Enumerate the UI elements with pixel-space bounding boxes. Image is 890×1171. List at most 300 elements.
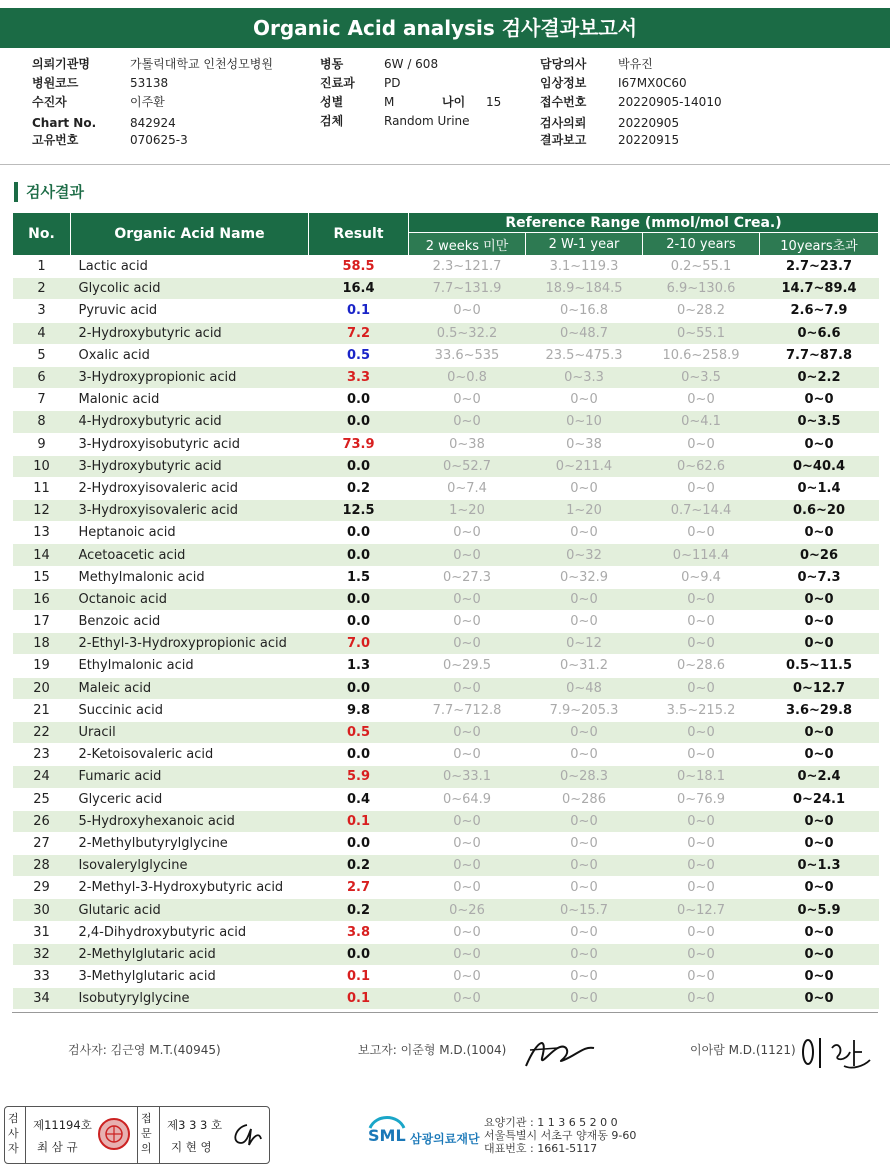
row-no: 22 <box>13 721 71 743</box>
ref-2-10-years: 10.6~258.9 <box>643 344 760 366</box>
result-value: 0.1 <box>309 300 409 322</box>
acid-name: Lactic acid <box>71 256 309 278</box>
result-value: 0.0 <box>309 411 409 433</box>
row-no: 5 <box>13 344 71 366</box>
label-ward: 병동 <box>320 57 344 71</box>
ref-under-2-weeks: 0~64.9 <box>409 788 526 810</box>
footer-line: 요양기관 : 1 1 3 6 5 2 0 0 <box>484 1116 618 1129</box>
label-specimen: 검체 <box>320 114 344 128</box>
table-row <box>13 766 879 788</box>
table-row <box>13 322 879 344</box>
ref-2w-1year: 0~12 <box>526 633 643 655</box>
ref-over-10-years: 0~5.9 <box>760 899 879 921</box>
row-no: 12 <box>13 500 71 522</box>
row-no: 32 <box>13 943 71 965</box>
certification-stamp-box <box>4 1106 270 1164</box>
ref-2-10-years: 0~9.4 <box>643 566 760 588</box>
row-no: 2 <box>13 278 71 300</box>
ref-under-2-weeks: 0~0 <box>409 677 526 699</box>
ref-over-10-years: 0~0 <box>760 721 879 743</box>
stamp-right-no: 제3 3 3 호 <box>167 1118 223 1132</box>
ref-over-10-years: 0~7.3 <box>760 566 879 588</box>
ref-2w-1year: 0~0 <box>526 744 643 766</box>
ref-2-10-years: 0.2~55.1 <box>643 256 760 278</box>
ref-under-2-weeks: 0~33.1 <box>409 766 526 788</box>
row-no: 33 <box>13 966 71 988</box>
ref-over-10-years: 2.7~23.7 <box>760 256 879 278</box>
reporter-signature-label: 보고자: 이준형 M.D.(1004) <box>358 1043 507 1057</box>
table-row <box>13 389 879 411</box>
ref-under-2-weeks: 0~27.3 <box>409 566 526 588</box>
signature-icon <box>227 1119 265 1151</box>
value-institution: 가톨릭대학교 인천성모병원 <box>130 57 273 71</box>
ref-under-2-weeks: 0~52.7 <box>409 455 526 477</box>
ref-2w-1year: 0~15.7 <box>526 899 643 921</box>
section-title: 검사결과 <box>14 182 84 202</box>
ref-over-10-years: 0~0 <box>760 389 879 411</box>
ref-over-10-years: 0~6.6 <box>760 322 879 344</box>
acid-name: 4-Hydroxybutyric acid <box>71 411 309 433</box>
acid-name: Ethylmalonic acid <box>71 655 309 677</box>
label-clinical-info: 임상정보 <box>540 76 587 90</box>
result-value: 0.0 <box>309 832 409 854</box>
header-name: Organic Acid Name <box>71 213 309 256</box>
footer-info <box>484 1116 636 1155</box>
table-row <box>13 921 879 943</box>
ref-2-10-years: 0~0 <box>643 877 760 899</box>
ref-2-10-years: 0~0 <box>643 921 760 943</box>
ref-under-2-weeks: 7.7~131.9 <box>409 278 526 300</box>
ref-under-2-weeks: 0~7.4 <box>409 477 526 499</box>
ref-2w-1year: 0~16.8 <box>526 300 643 322</box>
result-value: 1.3 <box>309 655 409 677</box>
value-department: PD <box>384 76 401 90</box>
table-row <box>13 877 879 899</box>
stamp-right-name: 지 현 영 <box>171 1140 212 1154</box>
row-no: 1 <box>13 256 71 278</box>
ref-over-10-years: 0~0 <box>760 433 879 455</box>
acid-name: 2-Hydroxyisovaleric acid <box>71 477 309 499</box>
ref-2-10-years: 0~0 <box>643 832 760 854</box>
ref-2-10-years: 0~0 <box>643 633 760 655</box>
ref-2-10-years: 0~0 <box>643 588 760 610</box>
acid-name: 2-Methylglutaric acid <box>71 943 309 965</box>
ref-2-10-years: 0~0 <box>643 677 760 699</box>
value-request-date: 20220905 <box>618 116 680 130</box>
ref-over-10-years: 0~0 <box>760 611 879 633</box>
tester-signature-label: 검사자: 김근영 M.T.(40945) <box>68 1043 221 1057</box>
ref-2-10-years: 0~0 <box>643 522 760 544</box>
ref-under-2-weeks: 0~29.5 <box>409 655 526 677</box>
row-no: 13 <box>13 522 71 544</box>
acid-name: 5-Hydroxyhexanoic acid <box>71 810 309 832</box>
header-no: No. <box>13 213 71 256</box>
acid-name: Malonic acid <box>71 389 309 411</box>
ref-over-10-years: 0~2.4 <box>760 766 879 788</box>
ref-2-10-years: 0~18.1 <box>643 766 760 788</box>
acid-name: Maleic acid <box>71 677 309 699</box>
result-value: 0.1 <box>309 988 409 1010</box>
ref-2-10-years: 0~76.9 <box>643 788 760 810</box>
ref-2-10-years: 0~12.7 <box>643 899 760 921</box>
ref-under-2-weeks: 0~0 <box>409 633 526 655</box>
ref-2-10-years: 0~0 <box>643 810 760 832</box>
row-no: 34 <box>13 988 71 1010</box>
label-receipt-no: 접수번호 <box>540 95 587 109</box>
ref-under-2-weeks: 0~0 <box>409 522 526 544</box>
row-no: 15 <box>13 566 71 588</box>
stamp-left-name: 최 삼 규 <box>37 1140 78 1154</box>
stamp-left-no: 제11194호 <box>33 1118 92 1132</box>
acid-name: 2,4-Dihydroxybutyric acid <box>71 921 309 943</box>
ref-under-2-weeks: 0~0 <box>409 300 526 322</box>
ref-2-10-years: 0~0 <box>643 477 760 499</box>
acid-name: 2-Ketoisovaleric acid <box>71 744 309 766</box>
value-chart-no: 842924 <box>130 116 176 130</box>
result-value: 16.4 <box>309 278 409 300</box>
table-row <box>13 588 879 610</box>
ref-under-2-weeks: 0~0.8 <box>409 366 526 388</box>
row-no: 4 <box>13 322 71 344</box>
value-unique-no: 070625-3 <box>130 133 188 147</box>
ref-2w-1year: 0~0 <box>526 588 643 610</box>
table-row <box>13 411 879 433</box>
ref-2w-1year: 0~32 <box>526 544 643 566</box>
result-value: 0.2 <box>309 855 409 877</box>
footer-line: 서울특별시 서초구 양재동 9-60 <box>484 1129 637 1142</box>
table-row <box>13 522 879 544</box>
value-sex: M <box>384 95 395 109</box>
table-row <box>13 744 879 766</box>
table-row <box>13 655 879 677</box>
ref-2w-1year: 0~0 <box>526 921 643 943</box>
ref-2-10-years: 3.5~215.2 <box>643 699 760 721</box>
result-value: 0.0 <box>309 677 409 699</box>
ref-2w-1year: 0~0 <box>526 477 643 499</box>
ref-2w-1year: 0~0 <box>526 611 643 633</box>
ref-over-10-years: 0~12.7 <box>760 677 879 699</box>
row-no: 29 <box>13 877 71 899</box>
ref-under-2-weeks: 0~0 <box>409 832 526 854</box>
ref-under-2-weeks: 1~20 <box>409 500 526 522</box>
label-unique-no: 고유번호 <box>32 133 79 147</box>
result-value: 7.2 <box>309 322 409 344</box>
footer-line: 대표번호 : 1661-5117 <box>484 1142 598 1155</box>
result-value: 7.0 <box>309 633 409 655</box>
row-no: 19 <box>13 655 71 677</box>
value-hospital-code: 53138 <box>130 76 169 90</box>
acid-name: 3-Hydroxyisobutyric acid <box>71 433 309 455</box>
label-request-date: 검사의뢰 <box>540 116 587 130</box>
ref-2w-1year: 0~0 <box>526 988 643 1010</box>
result-value: 0.0 <box>309 544 409 566</box>
acid-name: Glutaric acid <box>71 899 309 921</box>
seal-icon <box>97 1117 131 1151</box>
ref-over-10-years: 0~0 <box>760 633 879 655</box>
ref-over-10-years: 0~0 <box>760 744 879 766</box>
table-row <box>13 366 879 388</box>
acid-name: Octanoic acid <box>71 588 309 610</box>
ref-2w-1year: 0~32.9 <box>526 566 643 588</box>
ref-2w-1year: 0~0 <box>526 966 643 988</box>
value-doctor: 박유진 <box>618 57 653 71</box>
ref-2-10-years: 0~0 <box>643 744 760 766</box>
row-no: 11 <box>13 477 71 499</box>
table-row <box>13 788 879 810</box>
ref-2w-1year: 0~0 <box>526 810 643 832</box>
row-no: 18 <box>13 633 71 655</box>
row-no: 14 <box>13 544 71 566</box>
row-no: 6 <box>13 366 71 388</box>
ref-over-10-years: 0~0 <box>760 588 879 610</box>
label-department: 진료과 <box>320 76 355 90</box>
ref-2-10-years: 0~55.1 <box>643 322 760 344</box>
ref-2w-1year: 0~0 <box>526 721 643 743</box>
ref-2w-1year: 0~48 <box>526 677 643 699</box>
ref-under-2-weeks: 0~0 <box>409 966 526 988</box>
acid-name: Glycolic acid <box>71 278 309 300</box>
ref-2-10-years: 0.7~14.4 <box>643 500 760 522</box>
ref-under-2-weeks: 0~0 <box>409 877 526 899</box>
ref-under-2-weeks: 0~0 <box>409 921 526 943</box>
ref-under-2-weeks: 0~0 <box>409 744 526 766</box>
ref-over-10-years: 0~3.5 <box>760 411 879 433</box>
header-result: Result <box>309 213 409 256</box>
ref-2-10-years: 0~62.6 <box>643 455 760 477</box>
table-row <box>13 677 879 699</box>
ref-over-10-years: 0~24.1 <box>760 788 879 810</box>
table-row <box>13 300 879 322</box>
result-value: 5.9 <box>309 766 409 788</box>
ref-under-2-weeks: 0~0 <box>409 988 526 1010</box>
ref-2w-1year: 0~38 <box>526 433 643 455</box>
result-value: 0.1 <box>309 810 409 832</box>
value-clinical-info: I67MX0C60 <box>618 76 687 90</box>
ref-2-10-years: 0~0 <box>643 721 760 743</box>
ref-under-2-weeks: 0~0 <box>409 411 526 433</box>
table-row <box>13 544 879 566</box>
table-row <box>13 810 879 832</box>
table-row <box>13 699 879 721</box>
table-row <box>13 256 879 278</box>
ref-2w-1year: 0~48.7 <box>526 322 643 344</box>
ref-2-10-years: 0~0 <box>643 943 760 965</box>
result-value: 0.0 <box>309 522 409 544</box>
org-name: 삼광의료재단 <box>410 1132 480 1146</box>
ref-under-2-weeks: 0~0 <box>409 810 526 832</box>
result-value: 12.5 <box>309 500 409 522</box>
result-value: 0.0 <box>309 455 409 477</box>
label-patient: 수진자 <box>32 95 67 109</box>
stamp-left-label: 검사자 <box>8 1112 19 1155</box>
subheader-age-group: 2 W-1 year <box>526 233 643 256</box>
sml-logo-text: SML <box>368 1126 406 1145</box>
value-specimen: Random Urine <box>384 114 470 128</box>
table-row <box>13 899 879 921</box>
value-ward: 6W / 608 <box>384 57 439 71</box>
result-value: 0.0 <box>309 611 409 633</box>
ref-under-2-weeks: 2.3~121.7 <box>409 256 526 278</box>
acid-name: Oxalic acid <box>71 344 309 366</box>
acid-name: Benzoic acid <box>71 611 309 633</box>
table-row <box>13 477 879 499</box>
ref-2w-1year: 7.9~205.3 <box>526 699 643 721</box>
row-no: 3 <box>13 300 71 322</box>
ref-2-10-years: 0~0 <box>643 611 760 633</box>
row-no: 21 <box>13 699 71 721</box>
result-value: 73.9 <box>309 433 409 455</box>
ref-over-10-years: 0~40.4 <box>760 455 879 477</box>
result-value: 1.5 <box>309 566 409 588</box>
ref-2w-1year: 1~20 <box>526 500 643 522</box>
acid-name: Heptanoic acid <box>71 522 309 544</box>
row-no: 7 <box>13 389 71 411</box>
ref-2-10-years: 0~28.2 <box>643 300 760 322</box>
table-row <box>13 278 879 300</box>
label-doctor: 담당의사 <box>540 57 587 71</box>
acid-name: Uracil <box>71 721 309 743</box>
ref-2-10-years: 0~3.5 <box>643 366 760 388</box>
ref-2w-1year: 23.5~475.3 <box>526 344 643 366</box>
ref-over-10-years: 0~1.4 <box>760 477 879 499</box>
ref-under-2-weeks: 0~38 <box>409 433 526 455</box>
ref-2w-1year: 0~0 <box>526 522 643 544</box>
reporter-signature-icon <box>518 1028 598 1074</box>
row-no: 25 <box>13 788 71 810</box>
ref-2w-1year: 0~10 <box>526 411 643 433</box>
value-age: 15 <box>486 95 502 109</box>
acid-name: Acetoacetic acid <box>71 544 309 566</box>
acid-name: Succinic acid <box>71 699 309 721</box>
row-no: 10 <box>13 455 71 477</box>
table-row <box>13 344 879 366</box>
table-row <box>13 943 879 965</box>
acid-name: 2-Methyl-3-Hydroxybutyric acid <box>71 877 309 899</box>
ref-2-10-years: 0~0 <box>643 855 760 877</box>
result-value: 0.2 <box>309 899 409 921</box>
acid-name: 2-Ethyl-3-Hydroxypropionic acid <box>71 633 309 655</box>
result-value: 58.5 <box>309 256 409 278</box>
ref-2w-1year: 0~211.4 <box>526 455 643 477</box>
row-no: 26 <box>13 810 71 832</box>
acid-name: Isovalerylglycine <box>71 855 309 877</box>
subheader-age-group: 10years초과 <box>760 233 879 256</box>
ref-under-2-weeks: 0~0 <box>409 721 526 743</box>
ref-under-2-weeks: 0~26 <box>409 899 526 921</box>
ref-over-10-years: 0~2.2 <box>760 366 879 388</box>
ref-over-10-years: 0~0 <box>760 877 879 899</box>
acid-name: 3-Hydroxypropionic acid <box>71 366 309 388</box>
acid-name: 3-Hydroxyisovaleric acid <box>71 500 309 522</box>
ref-under-2-weeks: 0.5~32.2 <box>409 322 526 344</box>
ref-over-10-years: 0~0 <box>760 966 879 988</box>
result-value: 0.0 <box>309 744 409 766</box>
result-value: 9.8 <box>309 699 409 721</box>
ref-2w-1year: 0~31.2 <box>526 655 643 677</box>
subheader-age-group: 2-10 years <box>643 233 760 256</box>
ref-2w-1year: 0~0 <box>526 877 643 899</box>
row-no: 31 <box>13 921 71 943</box>
ref-under-2-weeks: 0~0 <box>409 855 526 877</box>
ref-under-2-weeks: 0~0 <box>409 943 526 965</box>
result-value: 0.5 <box>309 721 409 743</box>
ref-over-10-years: 0.5~11.5 <box>760 655 879 677</box>
table-row <box>13 832 879 854</box>
ref-over-10-years: 0~1.3 <box>760 855 879 877</box>
ref-over-10-years: 3.6~29.8 <box>760 699 879 721</box>
label-chart-no: Chart No. <box>32 116 97 130</box>
row-no: 23 <box>13 744 71 766</box>
doctor-signature-icon <box>798 1030 878 1074</box>
ref-over-10-years: 0.6~20 <box>760 500 879 522</box>
ref-2w-1year: 0~0 <box>526 855 643 877</box>
acid-name: 2-Methylbutyrylglycine <box>71 832 309 854</box>
ref-2-10-years: 0~28.6 <box>643 655 760 677</box>
ref-over-10-years: 7.7~87.8 <box>760 344 879 366</box>
acid-name: 3-Hydroxybutyric acid <box>71 455 309 477</box>
ref-under-2-weeks: 0~0 <box>409 544 526 566</box>
row-no: 20 <box>13 677 71 699</box>
ref-over-10-years: 0~0 <box>760 943 879 965</box>
value-receipt-no: 20220905-14010 <box>618 95 722 109</box>
ref-2w-1year: 0~0 <box>526 389 643 411</box>
table-row <box>13 433 879 455</box>
ref-over-10-years: 0~0 <box>760 522 879 544</box>
result-value: 0.5 <box>309 344 409 366</box>
ref-2-10-years: 6.9~130.6 <box>643 278 760 300</box>
row-no: 17 <box>13 611 71 633</box>
row-no: 8 <box>13 411 71 433</box>
table-row <box>13 721 879 743</box>
row-no: 28 <box>13 855 71 877</box>
result-value: 0.0 <box>309 943 409 965</box>
subheader-age-group: 2 weeks 미만 <box>409 233 526 256</box>
ref-under-2-weeks: 0~0 <box>409 588 526 610</box>
ref-2-10-years: 0~0 <box>643 433 760 455</box>
ref-under-2-weeks: 0~0 <box>409 611 526 633</box>
ref-over-10-years: 0~0 <box>760 810 879 832</box>
result-value: 0.4 <box>309 788 409 810</box>
header-reference: Reference Range (mmol/mol Crea.) <box>409 213 879 233</box>
report-title: Organic Acid analysis 검사결과보고서 <box>0 8 890 48</box>
stamp-right-label: 접문의 <box>141 1112 152 1155</box>
table-row <box>13 455 879 477</box>
result-value: 0.1 <box>309 966 409 988</box>
result-value: 2.7 <box>309 877 409 899</box>
row-no: 27 <box>13 832 71 854</box>
doctor-signature-label: 이아람 M.D.(1121) <box>690 1043 796 1057</box>
divider <box>0 164 890 165</box>
acid-name: Methylmalonic acid <box>71 566 309 588</box>
acid-name: Pyruvic acid <box>71 300 309 322</box>
results-table <box>12 212 879 1010</box>
row-no: 30 <box>13 899 71 921</box>
value-patient: 이주환 <box>130 95 165 109</box>
ref-2w-1year: 3.1~119.3 <box>526 256 643 278</box>
acid-name: Glyceric acid <box>71 788 309 810</box>
label-institution: 의뢰기관명 <box>32 57 90 71</box>
label-report-date: 결과보고 <box>540 133 587 147</box>
ref-2-10-years: 0~4.1 <box>643 411 760 433</box>
ref-2-10-years: 0~0 <box>643 966 760 988</box>
acid-name: Isobutyrylglycine <box>71 988 309 1010</box>
acid-name: Fumaric acid <box>71 766 309 788</box>
ref-over-10-years: 14.7~89.4 <box>760 278 879 300</box>
ref-over-10-years: 0~0 <box>760 988 879 1010</box>
acid-name: 2-Hydroxybutyric acid <box>71 322 309 344</box>
row-no: 16 <box>13 588 71 610</box>
ref-2w-1year: 0~0 <box>526 943 643 965</box>
